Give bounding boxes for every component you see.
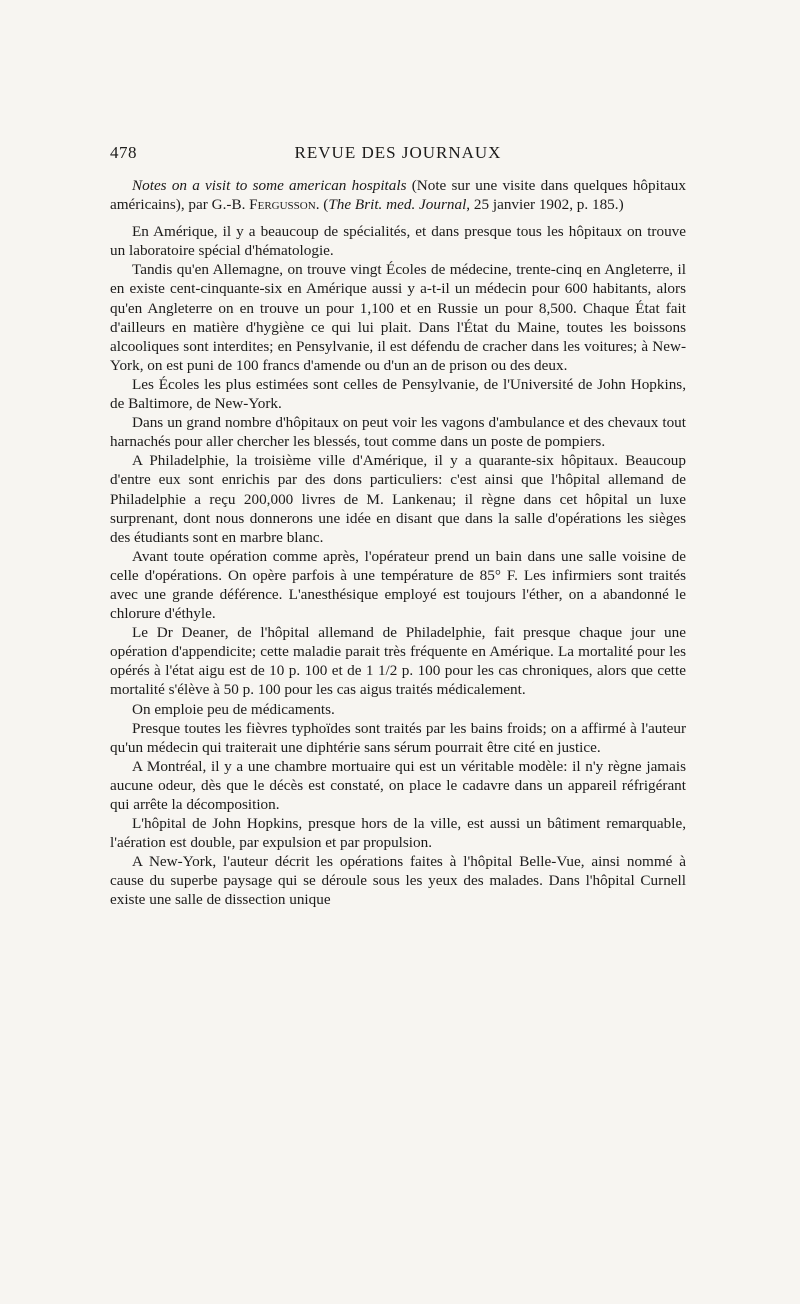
paragraph: Dans un grand nombre d'hôpitaux on peut voir les vagons d'ambulance et des chevaux tout harnachés pour aller chercher les blessés, tout comme dans un poste de pompiers. bbox=[110, 414, 686, 451]
paragraph: Les Écoles les plus estimées sont celles de Pensylvanie, de l'Université de John Hopkins, de Baltimore, de New-York. bbox=[110, 375, 686, 413]
paragraph: En Amérique, il y a beaucoup de spécialités, et dans presque tous les hôpitaux on trouve un laboratoire spécial d'hématologie. bbox=[110, 223, 686, 260]
paragraph: Tandis qu'en Allemagne, on trouve vingt Écoles de médecine, trente-cinq en Angleterre, il en existe cent-cinquante-six en Amérique aussi y a-t-il un médecin pour 600 habitants, alors qu'en Angleterre on en trouve un pour 1,100 et en Russie un pour 8,500. Chaque État fait d'ailleurs en matière d'hygiène ce qui lui plait. Dans l'État du Maine, toutes les boissons alcooliques sont interdites; en Pensylvanie, il est défendu de cracher dans les voitures; à New-York, on est puni de 100 francs d'amende ou d'un an de prison ou des deux. bbox=[110, 261, 686, 374]
paragraph: A New-York, l'auteur décrit les opérations faites à l'hôpital Belle-Vue, ainsi nommé à cause du superbe paysage qui se déroule sous les yeux des malades. Dans l'hôpital Curnell existe une salle de dissection unique bbox=[110, 853, 686, 909]
paragraph: A Montréal, il y a une chambre mortuaire qui est un véritable modèle: il n'y règne jamais aucune odeur, dès que le décès est constaté, on place le cadavre dans un appareil réfrigérant qui arrête la décomposition. bbox=[110, 757, 686, 813]
citation-author: Fergusson bbox=[249, 196, 316, 214]
citation-description: (Note sur une visite dans quelques hôpitaux américains), par G.-B. bbox=[110, 177, 686, 214]
paragraph: Le Dr Deaner, de l'hôpital allemand de Philadelphie, fait presque chaque jour une opération d'appendicite; cette maladie parait très fréquente en Amérique. La mortalité pour les opérés à l'état aigu est de 10 p. 100 et de 1 1/2 p. 100 pour les cas chroniques, alors que cette mortalité s'élève à 50 p. 100 pour les cas aigus traités médicalement. bbox=[110, 624, 686, 699]
paragraph: Presque toutes les fièvres typhoïdes sont traités par les bains froids; on a affirmé à l'auteur qu'un médecin qui traiterait une diphtérie sans sérum pourrait être cité en justice. bbox=[110, 719, 686, 756]
paragraph: On emploie peu de médicaments. bbox=[132, 700, 335, 718]
running-title: REVUE DES JOURNAUX bbox=[294, 143, 502, 162]
page-number: 478 bbox=[110, 143, 137, 162]
article-citation bbox=[110, 176, 686, 214]
citation-date: , 25 janvier 1902, p. 185.) bbox=[466, 196, 624, 214]
citation-separator: . ( bbox=[315, 196, 329, 214]
paragraph: A Philadelphie, la troisième ville d'Amérique, il y a quarante-six hôpitaux. Beaucoup d'entre eux sont enrichis par des dons particuliers: c'est ainsi que l'hôpital allemand de Philadelphie a reçu 200,000 livres de M. Lankenau; il règne dans cet hôpital un luxe surprenant, dont nous donnerons une idée en disant que dans la salle d'opérations les sièges des étudiants sont en marbre blanc. bbox=[110, 452, 686, 546]
citation-journal: The Brit. med. Journal bbox=[328, 196, 467, 214]
article-title: Notes on a visit to some american hospitals bbox=[132, 177, 407, 194]
article-body bbox=[110, 176, 686, 910]
page-header bbox=[110, 143, 686, 165]
paragraph: Avant toute opération comme après, l'opérateur prend un bain dans une salle voisine de celle d'opérations. On opère parfois à une température de 85° F. Les infirmiers sont traités avec une grande déférence. L'anesthésique employé est toujours l'éther, on a abandonné le chlorure d'éthyle. bbox=[110, 547, 686, 623]
book-page bbox=[110, 143, 686, 1143]
paragraph: L'hôpital de John Hopkins, presque hors de la ville, est aussi un bâtiment remarquable, l'aération est double, par expulsion et par propulsion. bbox=[110, 815, 686, 852]
